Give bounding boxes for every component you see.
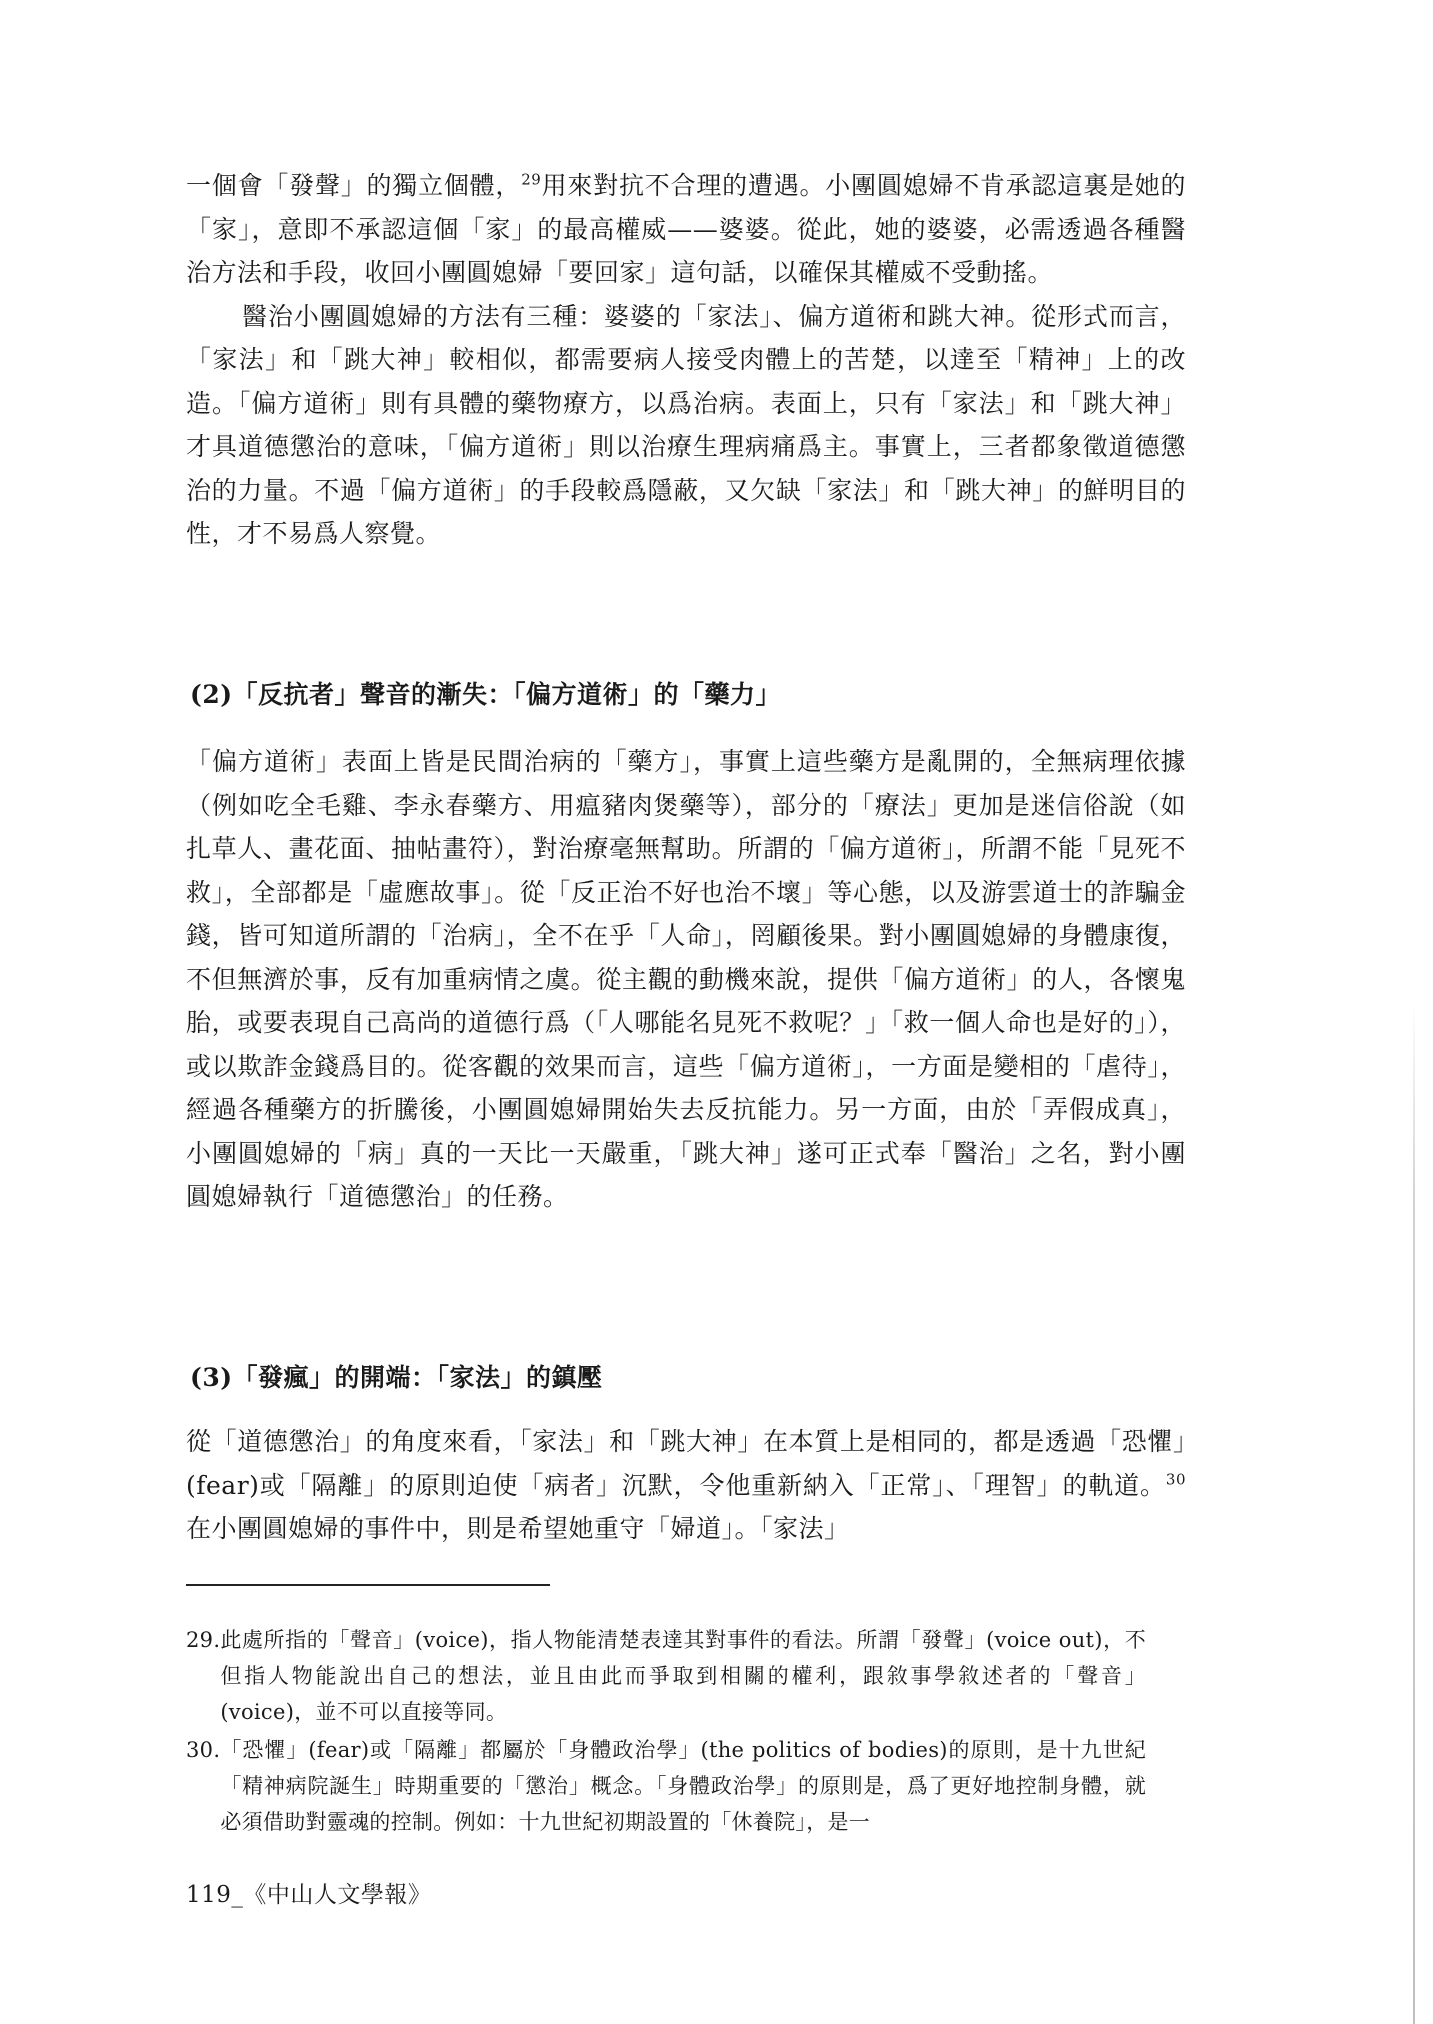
footnote-ref-29[interactable]: 29 (521, 170, 542, 189)
section-2-body (186, 740, 1186, 1219)
scan-edge-shadow (1413, 1000, 1415, 2024)
paragraph-methods: 醫治小團圓媳婦的方法有三種：婆婆的「家法」、偏方道術和跳大神。從形式而言，「家法」和「跳大神」較相似，都需要病人接受肉體上的苦楚，以達至「精神」上的改造。「偏方道術」則有具體的藥物療方，以爲治病。表面上，只有「家法」和「跳大神」才具道德懲治的意味，「偏方道術」則以治療生理病痛爲主。事實上，三者都象徵道德懲治的力量。不過「偏方道術」的手段較爲隱蔽，又欠缺「家法」和「跳大神」的鮮明目的性，才不易爲人察覺。 (186, 301, 1186, 548)
footnote-ref-30[interactable]: 30 (1165, 1470, 1186, 1489)
footnote-divider (186, 1584, 550, 1586)
footnote-number: 30. (186, 1738, 221, 1762)
footnote-29 (186, 1622, 1146, 1730)
top-text-block (186, 164, 1186, 556)
paragraph-section-3 (186, 1420, 1186, 1551)
footnote-text: 此處所指的「聲音」(voice)，指人物能清楚表達其對事件的看法。所謂「發聲」(voice out)，不但指人物能說出自己的想法，並且由此而爭取到相關的權利，跟敘事學敘述者的「聲音」(voice)，並不可以直接等同。 (220, 1628, 1146, 1724)
paragraph-text: 用來對抗不合理的遭遇。小團圓媳婦不肯承認這裏是她的「家」，意即不承認這個「家」的最高權威——婆婆。從此，她的婆婆，必需透過各種醫治方法和手段，收回小團圓媳婦「要回家」這句話，以確保其權威不受動搖。 (186, 171, 1186, 287)
footnote-text: 「恐懼」(fear)或「隔離」都屬於「身體政治學」(the politics of bodies)的原則，是十九世紀「精神病院誕生」時期重要的「懲治」概念。「身體政治學」的原則是，爲了更好地控制身體，就必須借助對靈魂的控制。例如：十九世紀初期設置的「休養院」，是一 (220, 1738, 1146, 1834)
page-folio: 119_《中山人文學報》 (186, 1882, 432, 1908)
paragraph-text: 在小團圓媳婦的事件中，則是希望她重守「婦道」。「家法」 (186, 1514, 850, 1543)
section-3-body (186, 1420, 1186, 1551)
paragraph-section-2: 「偏方道術」表面上皆是民間治病的「藥方」，事實上這些藥方是亂開的，全無病理依據（例如吃全毛雞、李永春藥方、用瘟豬肉煲藥等），部分的「療法」更加是迷信俗說（如扎草人、畫花面、抽帖畫符），對治療毫無幫助。所謂的「偏方道術」，所謂不能「見死不救」，全部都是「虛應故事」。從「反正治不好也治不壞」等心態，以及游雲道士的詐騙金錢，皆可知道所謂的「治病」，全不在乎「人命」，罔顧後果。對小團圓媳婦的身體康復，不但無濟於事，反有加重病情之虞。從主觀的動機來說，提供「偏方道術」的人，各懷鬼胎，或要表現自己高尚的道德行爲（「人哪能名見死不救呢？」「救一個人命也是好的」），或以欺詐金錢爲目的。從客觀的效果而言，這些「偏方道術」，一方面是變相的「虐待」，經過各種藥方的折騰後，小團圓媳婦開始失去反抗能力。另一方面，由於「弄假成真」，小團圓媳婦的「病」真的一天比一天嚴重，「跳大神」遂可正式奉「醫治」之名，對小團圓媳婦執行「道德懲治」的任務。 (186, 747, 1186, 1211)
paragraph-text: 一個會「發聲」的獨立個體， (186, 171, 522, 200)
section-heading-2: (2)「反抗者」聲音的漸失：「偏方道術」的「藥力」 (190, 680, 782, 709)
footnotes (186, 1622, 1146, 1842)
footnote-30 (186, 1732, 1146, 1840)
paragraph-continuation (186, 164, 1186, 295)
paragraph-text: 從「道德懲治」的角度來看，「家法」和「跳大神」在本質上是相同的，都是透過「恐懼」(fear)或「隔離」的原則迫使「病者」沉默，令他重新納入「正常」、「理智」的軌道。 (186, 1427, 1186, 1500)
footnote-number: 29. (186, 1628, 221, 1652)
section-heading-3: (3)「發瘋」的開端：「家法」的鎮壓 (190, 1363, 603, 1392)
